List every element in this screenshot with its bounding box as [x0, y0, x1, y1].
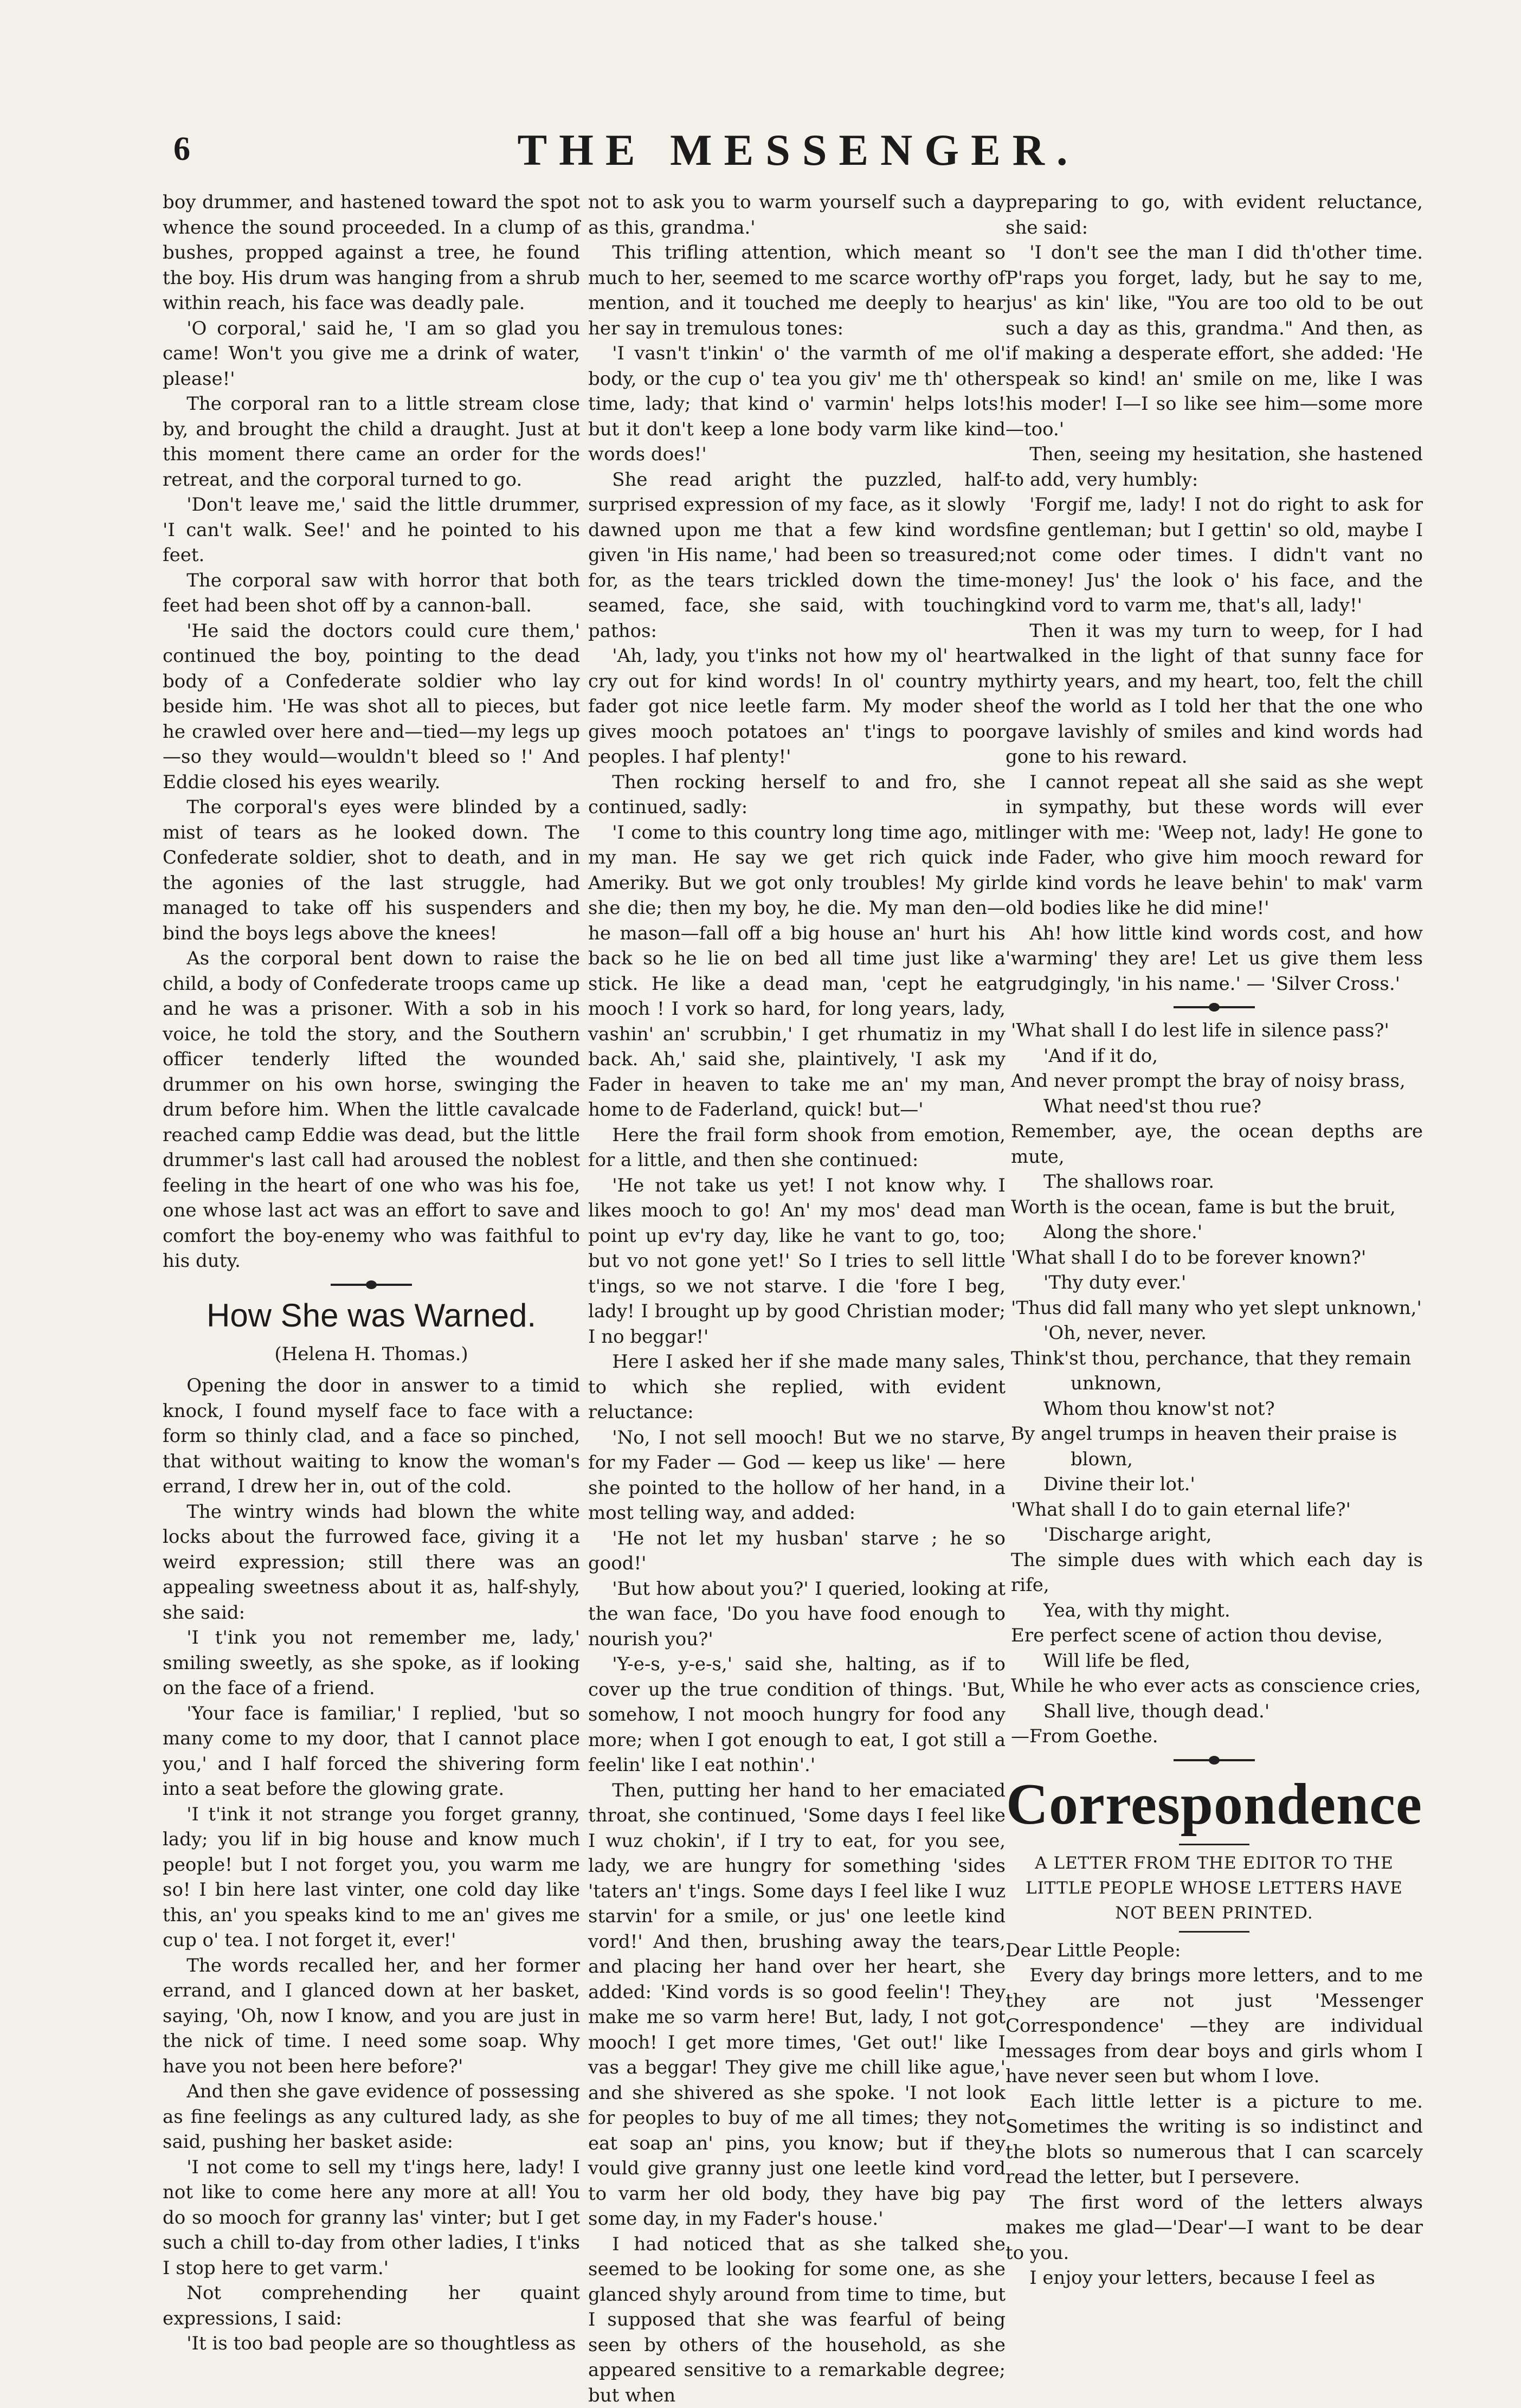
paragraph: 'Forgif me, lady! I not do right to ask for fine gentleman; but I gettin' so old, maybe I not come oder times. I didn't vant no money! Jus' the look o' his face, and the kind vord to varm me, that's all, lady!' — [1006, 492, 1423, 619]
paragraph: 'I t'ink you not remember me, lady,' smiling sweetly, as she spoke, as if looking on the face of a friend. — [163, 1625, 580, 1701]
poem-line: Whom thou know'st not? — [1011, 1396, 1423, 1422]
paragraph: 'He not take us yet! I not know why. I likes mooch to go! An' my mos' dead man point up ev'ry day, like he vant to go, too; but vo not gone yet!' So I tries to sell little t'ings, so we not starve. I die 'fore I beg, lady! I brought up by good Christian moder; I no beggar!' — [588, 1173, 1006, 1350]
poem-line: 'And if it do, — [1011, 1044, 1423, 1069]
paragraph: Then, seeing my hesitation, she hastened to add, very humbly: — [1006, 442, 1423, 492]
paragraph: 'It is too bad people are so thoughtless as — [163, 2331, 580, 2357]
poem-line: Ere perfect scene of action thou devise, — [1011, 1623, 1423, 1649]
poem-line: 'Thy duty ever.' — [1011, 1270, 1423, 1296]
poem-line: By angel trumps in heaven their praise is — [1011, 1421, 1423, 1447]
poem-line: 'What shall I do to be forever known?' — [1011, 1245, 1423, 1271]
poem-line: unknown, — [1011, 1371, 1423, 1396]
poem-line: And never prompt the bray of noisy brass, — [1011, 1068, 1423, 1094]
divider — [1179, 1844, 1249, 1845]
poem-line: 'Oh, never, never. — [1011, 1321, 1423, 1346]
paragraph: And then she gave evidence of possessing as fine feelings as any cultured lady, as she said, pushing her basket aside: — [163, 2079, 580, 2155]
section-divider — [1174, 1759, 1255, 1761]
paragraph: This trifling attention, which meant so much to her, seemed to me scarce worthy of mention, and it touched me deeply to hear her say in tremulous tones: — [588, 240, 1006, 341]
poem-line: 'Discharge aright, — [1011, 1522, 1423, 1548]
paragraph: Not comprehending her quaint expressions, I said: — [163, 2281, 580, 2331]
poem-line: Along the shore.' — [1011, 1220, 1423, 1245]
paragraph: Each little letter is a picture to me. Sometimes the writing is so indistinct and the blots so numerous that I can scarcely read the letter, but I persevere. — [1006, 2089, 1423, 2190]
paragraph: 'I don't see the man I did th'other time. P'raps you forget, lady, but he say to me, jus' as kin' like, "You are too old to be out such a day as this, grandma." And then, as if making a desperate effort, she added: 'He speak so kind! an' smile on me, like I was his moder! I—I so like see him—some more—too.' — [1006, 240, 1423, 442]
section-divider — [1174, 1006, 1255, 1008]
paragraph: 'I come to this country long time ago, mit my man. He say we get rich quick in Ameriky. But we got only troubles! My girl she die; then my boy, he die. My man den—he mason—fall off a big house an' hurt his back so he lie on bed all time just like a stick. He like a dead man, 'cept he eat mooch ! I vork so hard, for long years, lady, vashin' an' scrubbin,' I get rhumatiz in my back. Ah,' said she, plaintively, 'I ask my Fader in heaven to take me an' my man, home to de Faderland, quick! but—' — [588, 820, 1006, 1123]
paragraph: not to ask you to warm yourself such a day as this, grandma.' — [588, 190, 1006, 240]
column-3 — [1006, 190, 1423, 2291]
paragraph: Then rocking herself to and fro, she continued, sadly: — [588, 770, 1006, 820]
story-title: How She was Warned. — [163, 1297, 580, 1334]
paragraph: 'But how about you?' I queried, looking at the wan face, 'Do you have food enough to nourish you?' — [588, 1576, 1006, 1652]
letter-salutation: Dear Little People: — [1006, 1938, 1423, 1963]
paragraph: 'I t'ink it not strange you forget granny, lady; you lif in big house and know much people! but I not forget you, you warm me so! I bin here last vinter, one cold day like this, an' you speaks kind to me an' gives me cup o' tea. I not forget it, ever!' — [163, 1802, 580, 1953]
paragraph: 'He not let my husban' starve ; he so good!' — [588, 1526, 1006, 1576]
column-1 — [163, 190, 580, 2357]
paragraph: She read aright the puzzled, half-surprised expression of my face, as it slowly dawned upon me that a few kind words given 'in His name,' had been so treasured; for, as the tears trickled down the time-seamed, face, she said, with touching pathos: — [588, 467, 1006, 644]
paragraph: 'I vasn't t'inkin' o' the varmth of me ol' body, or the cup o' tea you giv' me th' other time, lady; that kind o' varmin' helps lots! but it don't keep a lone body varm like kind words does!' — [588, 341, 1006, 467]
paragraph: The wintry winds had blown the white locks about the furrowed face, giving it a weird expression; still there was an appealing sweetness about it as, half-shyly, she said: — [163, 1499, 580, 1626]
poem-line: 'What shall I do to gain eternal life?' — [1011, 1497, 1423, 1523]
masthead — [157, 125, 1440, 190]
paragraph: The first word of the letters always makes me glad—'Dear'—I want to be dear to you. — [1006, 2190, 1423, 2266]
paragraph: 'Y-e-s, y-e-s,' said she, halting, as if to cover up the true condition of things. 'But, somehow, I not mooch hungry for food any more; when I got enough to eat, I got still a feelin' like I eat nothin'.' — [588, 1652, 1006, 1778]
column-2 — [588, 190, 1006, 2408]
paragraph: The corporal ran to a little stream close by, and brought the child a draught. Just at this moment there came an order for the retreat, and the corporal turned to go. — [163, 391, 580, 492]
paragraph: Then it was my turn to weep, for I had walked in the light of that sunny face for thirty years, and my heart, too, felt the chill of the world as I told her that the one who gave lavishly of smiles and kind words had gone to his reward. — [1006, 619, 1423, 770]
story-byline: (Helena H. Thomas.) — [163, 1342, 580, 1367]
poem-line: The shallows roar. — [1011, 1169, 1423, 1195]
paper-title: THE MESSENGER. — [157, 125, 1440, 176]
paragraph: Every day brings more letters, and to me they are not just 'Messenger Correspondence' —they are individual messages from dear boys and girls whom I have never seen but whom I love. — [1006, 1963, 1423, 2089]
poem-line: Will life be fled, — [1011, 1649, 1423, 1674]
poem — [1006, 1018, 1423, 1749]
paragraph: 'I not come to sell my t'ings here, lady! I not like to come here any more at all! You do so mooch for granny las' vinter; but I get such a chill to-day from other ladies, I t'inks I stop here to get varm.' — [163, 2155, 580, 2281]
poem-line: Remember, aye, the ocean depths are mute, — [1011, 1119, 1423, 1169]
paragraph: 'No, I not sell mooch! But we no starve, for my Fader — God — keep us like' — here she pointed to the hollow of her hand, in a most telling way, and added: — [588, 1425, 1006, 1526]
paragraph: 'He said the doctors could cure them,' continued the boy, pointing to the dead body of a Confederate soldier who lay beside him. 'He was shot all to pieces, but he crawled over here and—tied—my legs up—so they would—wouldn't bleed so !' And Eddie closed his eyes wearily. — [163, 619, 580, 795]
poem-attribution: —From Goethe. — [1011, 1724, 1423, 1749]
divider — [1179, 1931, 1249, 1933]
section-divider — [331, 1284, 412, 1286]
paragraph: As the corporal bent down to raise the child, a body of Confederate troops came up and he was a prisoner. With a sob in his voice, he told the story, and the Southern officer tenderly lifted the wounded drummer on his own horse, swinging the drum before him. When the little cavalcade reached camp Eddie was dead, but the little drummer's last call had aroused the noblest feeling in the heart of one who was his foe, one whose last act was an effort to save and comfort the boy-enemy who was faithful to his duty. — [163, 946, 580, 1274]
paragraph: Here the frail form shook from emotion, for a little, and then she continued: — [588, 1123, 1006, 1173]
paragraph: Ah! how little kind words cost, and how 'warming' they are! Let us give them less grudgingly, 'in his name.' — 'Silver Cross.' — [1006, 921, 1423, 997]
poem-line: Worth is the ocean, fame is but the bruit, — [1011, 1195, 1423, 1220]
poem-line: The simple dues with which each day is rife, — [1011, 1548, 1423, 1598]
poem-line: 'What shall I do lest life in silence pass?' — [1011, 1018, 1423, 1044]
paragraph: I enjoy your letters, because I feel as — [1006, 2265, 1423, 2291]
paragraph: Here I asked her if she made many sales, to which she replied, with evident reluctance: — [588, 1349, 1006, 1425]
correspondence-heading: Correspondence — [1006, 1771, 1423, 1838]
paragraph: The corporal saw with horror that both feet had been shot off by a cannon-ball. — [163, 568, 580, 619]
correspondence-subheading: A LETTER FROM THE EDITOR TO THE LITTLE PEOPLE WHOSE LETTERS HAVE NOT BEEN PRINTED. — [1006, 1851, 1423, 1926]
paragraph: preparing to go, with evident reluctance, she said: — [1006, 190, 1423, 240]
poem-line: Think'st thou, perchance, that they remain — [1011, 1346, 1423, 1372]
poem-line: blown, — [1011, 1447, 1423, 1472]
paragraph: boy drummer, and hastened toward the spot whence the sound proceeded. In a clump of bushes, propped against a tree, he found the boy. His drum was hanging from a shrub within reach, his face was deadly pale. — [163, 190, 580, 316]
paragraph: 'Ah, lady, you t'inks not how my ol' heart cry out for kind words! In ol' country my fader got nice leetle farm. My moder she gives mooch potatoes an' t'ings to poor peoples. I haf plenty!' — [588, 643, 1006, 770]
poem-line: Shall live, though dead.' — [1011, 1699, 1423, 1724]
paragraph: 'Your face is familiar,' I replied, 'but so many come to my door, that I cannot place you,' and I half forced the shivering form into a seat before the glowing grate. — [163, 1701, 580, 1802]
paragraph: I cannot repeat all she said as she wept in sympathy, but these words will ever linger with me: 'Weep not, lady! He gone to de Fader, who give him mooch reward for de kind vords he leave behin' to mak' varm old bodies like he did mine!' — [1006, 770, 1423, 921]
poem-line: What need'st thou rue? — [1011, 1094, 1423, 1119]
poem-line: Yea, with thy might. — [1011, 1598, 1423, 1624]
poem-line: Divine their lot.' — [1011, 1472, 1423, 1497]
paragraph: Opening the door in answer to a timid knock, I found myself face to face with a form so thinly clad, and a face so pinched, that without waiting to know the woman's errand, I drew her in, out of the cold. — [163, 1373, 580, 1499]
paragraph: 'O corporal,' said he, 'I am so glad you came! Won't you give me a drink of water, please!' — [163, 316, 580, 392]
poem-line: While he who ever acts as conscience cries, — [1011, 1673, 1423, 1699]
paragraph: The words recalled her, and her former errand, and I glanced down at her basket, saying, 'Oh, now I know, and you are just in the nick of time. I need some soap. Why have you not been here before?' — [163, 1953, 580, 2079]
poem-line: 'Thus did fall many who yet slept unknown,' — [1011, 1296, 1423, 1321]
page-number: 6 — [173, 130, 190, 169]
paragraph: The corporal's eyes were blinded by a mist of tears as he looked down. The Confederate soldier, shot to death, and in the agonies of the last struggle, had managed to take off his suspenders and bind the boys legs above the knees! — [163, 795, 580, 946]
paragraph: Then, putting her hand to her emaciated throat, she continued, 'Some days I feel like I wuz chokin', if I try to eat, for you see, lady, we are hungry for something 'sides 'taters an' t'ings. Some days I feel like I wuz starvin' for a smile, or jus' one leetle kind vord!' And then, brushing away the tears, and placing her hand over her heart, she added: 'Kind vords is so good feelin'! They make me so varm here! But, lady, I not got mooch! I get more times, 'Get out!' like I vas a beggar! They give me chill like ague,' and she shivered as she spoke. 'I not look for peoples to buy of me all times; they not eat soap an' pins, you know; but if they vould give granny just one leetle kind vord to varm her old body, they have big pay some day, in my Fader's house.' — [588, 1778, 1006, 2232]
paragraph: I had noticed that as she talked she seemed to be looking for some one, as she glanced shyly around from time to time, but I supposed that she was fearful of being seen by others of the household, as she appeared sensitive to a remarkable degree; but when — [588, 2232, 1006, 2408]
paragraph: 'Don't leave me,' said the little drummer, 'I can't walk. See!' and he pointed to his feet. — [163, 492, 580, 568]
